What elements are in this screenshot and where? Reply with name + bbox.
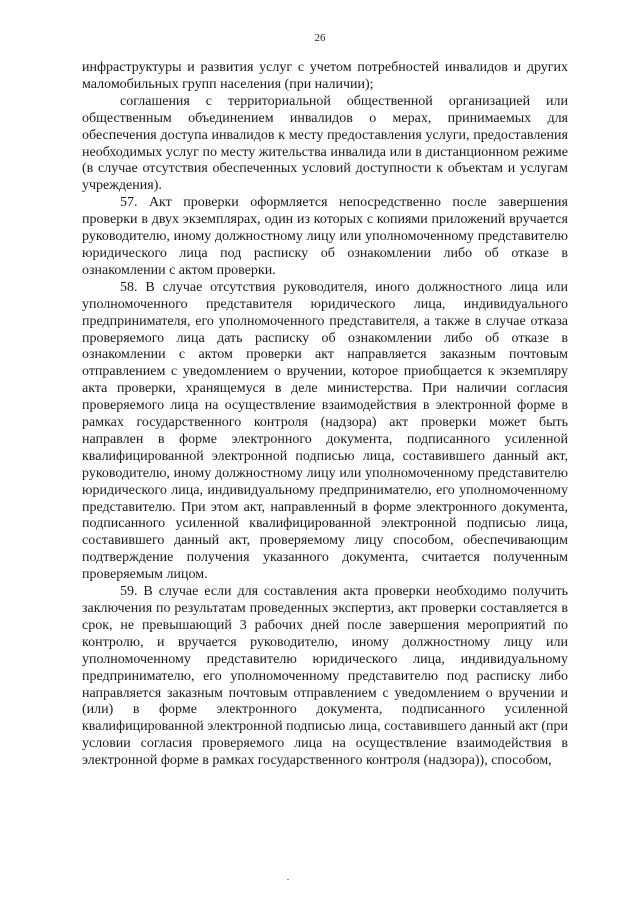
- paragraph-agreements: соглашения с территориальной общественной организацией или общественным объединением инвалидов о мерах, принимаемых для обеспечения доступа инвалидов к месту предоставления услуги, предоставления необходимых услуг по месту жительства инвалида или в дистанционном режиме (в случае отсутствия обеспеченных условий доступности к объектам и услугам учреждения).: [82, 93, 568, 194]
- page-number: 26: [314, 32, 326, 44]
- paragraph-58: 58. В случае отсутствия руководителя, иного должностного лица или уполномоченного представителя юридического лица, индивидуального предпринимателя, его уполномоченного представителя, а также в случае отказа проверяемого лица дать расписку об ознакомлении либо об отказе в ознакомлении с актом проверки акт направляется заказным почтовым отправлением с уведомлением о вручении, которое приобщается к экземпляру акта проверки, хранящемуся в деле министерства. При наличии согласия проверяемого лица на осуществление взаимодействия в электронной форме в рамках государственного контроля (надзора) акт проверки может быть направлен в форме электронного документа, подписанного усиленной квалифицированной электронной подписью лица, составившего данный акт, руководителю, иному должностному лицу или уполномоченному представителю юридического лица, индивидуальному предпринимателю, его уполномоченному представителю. При этом акт, направленный в форме электронного документа, подписанного усиленной квалифицированной электронной подписью лица, составившего данный акт, проверяемому лицу способом, обеспечивающим подтверждение получения указанного документа, считается полученным проверяемым лицом.: [82, 279, 568, 583]
- paragraph-57: 57. Акт проверки оформляется непосредственно после завершения проверки в двух экземплярах, один из которых с копиями приложений вручается руководителю, иному должностному лицу или уполномоченному представителю юридического лица под расписку об ознакомлении либо об отказе в ознакомлении с актом проверки.: [82, 195, 568, 278]
- scan-speck: [287, 879, 289, 880]
- document-body: [82, 60, 568, 770]
- paragraph-59: 59. В случае если для составления акта проверки необходимо получить заключения по результатам проведенных экспертиз, акт проверки составляется в срок, не превышающий 3 рабочих дней после завершения мероприятий по контролю, и вручается руководителю, иному должностному лицу или уполномоченному представителю юридического лица, индивидуальному предпринимателю, его уполномоченному представителю под расписку либо направляется заказным почтовым отправлением с уведомлением о вручении и (или) в форме электронного документа, подписанного усиленной квалифицированной электронной подписью лица, составившего данный акт (при условии согласия проверяемого лица на осуществление взаимодействия в электронной форме в рамках государственного контроля (надзора)), способом,: [82, 584, 568, 769]
- paragraph-infrastructure-continuation: инфраструктуры и развития услуг с учетом потребностей инвалидов и других маломобильных групп населения (при наличии);: [82, 60, 568, 92]
